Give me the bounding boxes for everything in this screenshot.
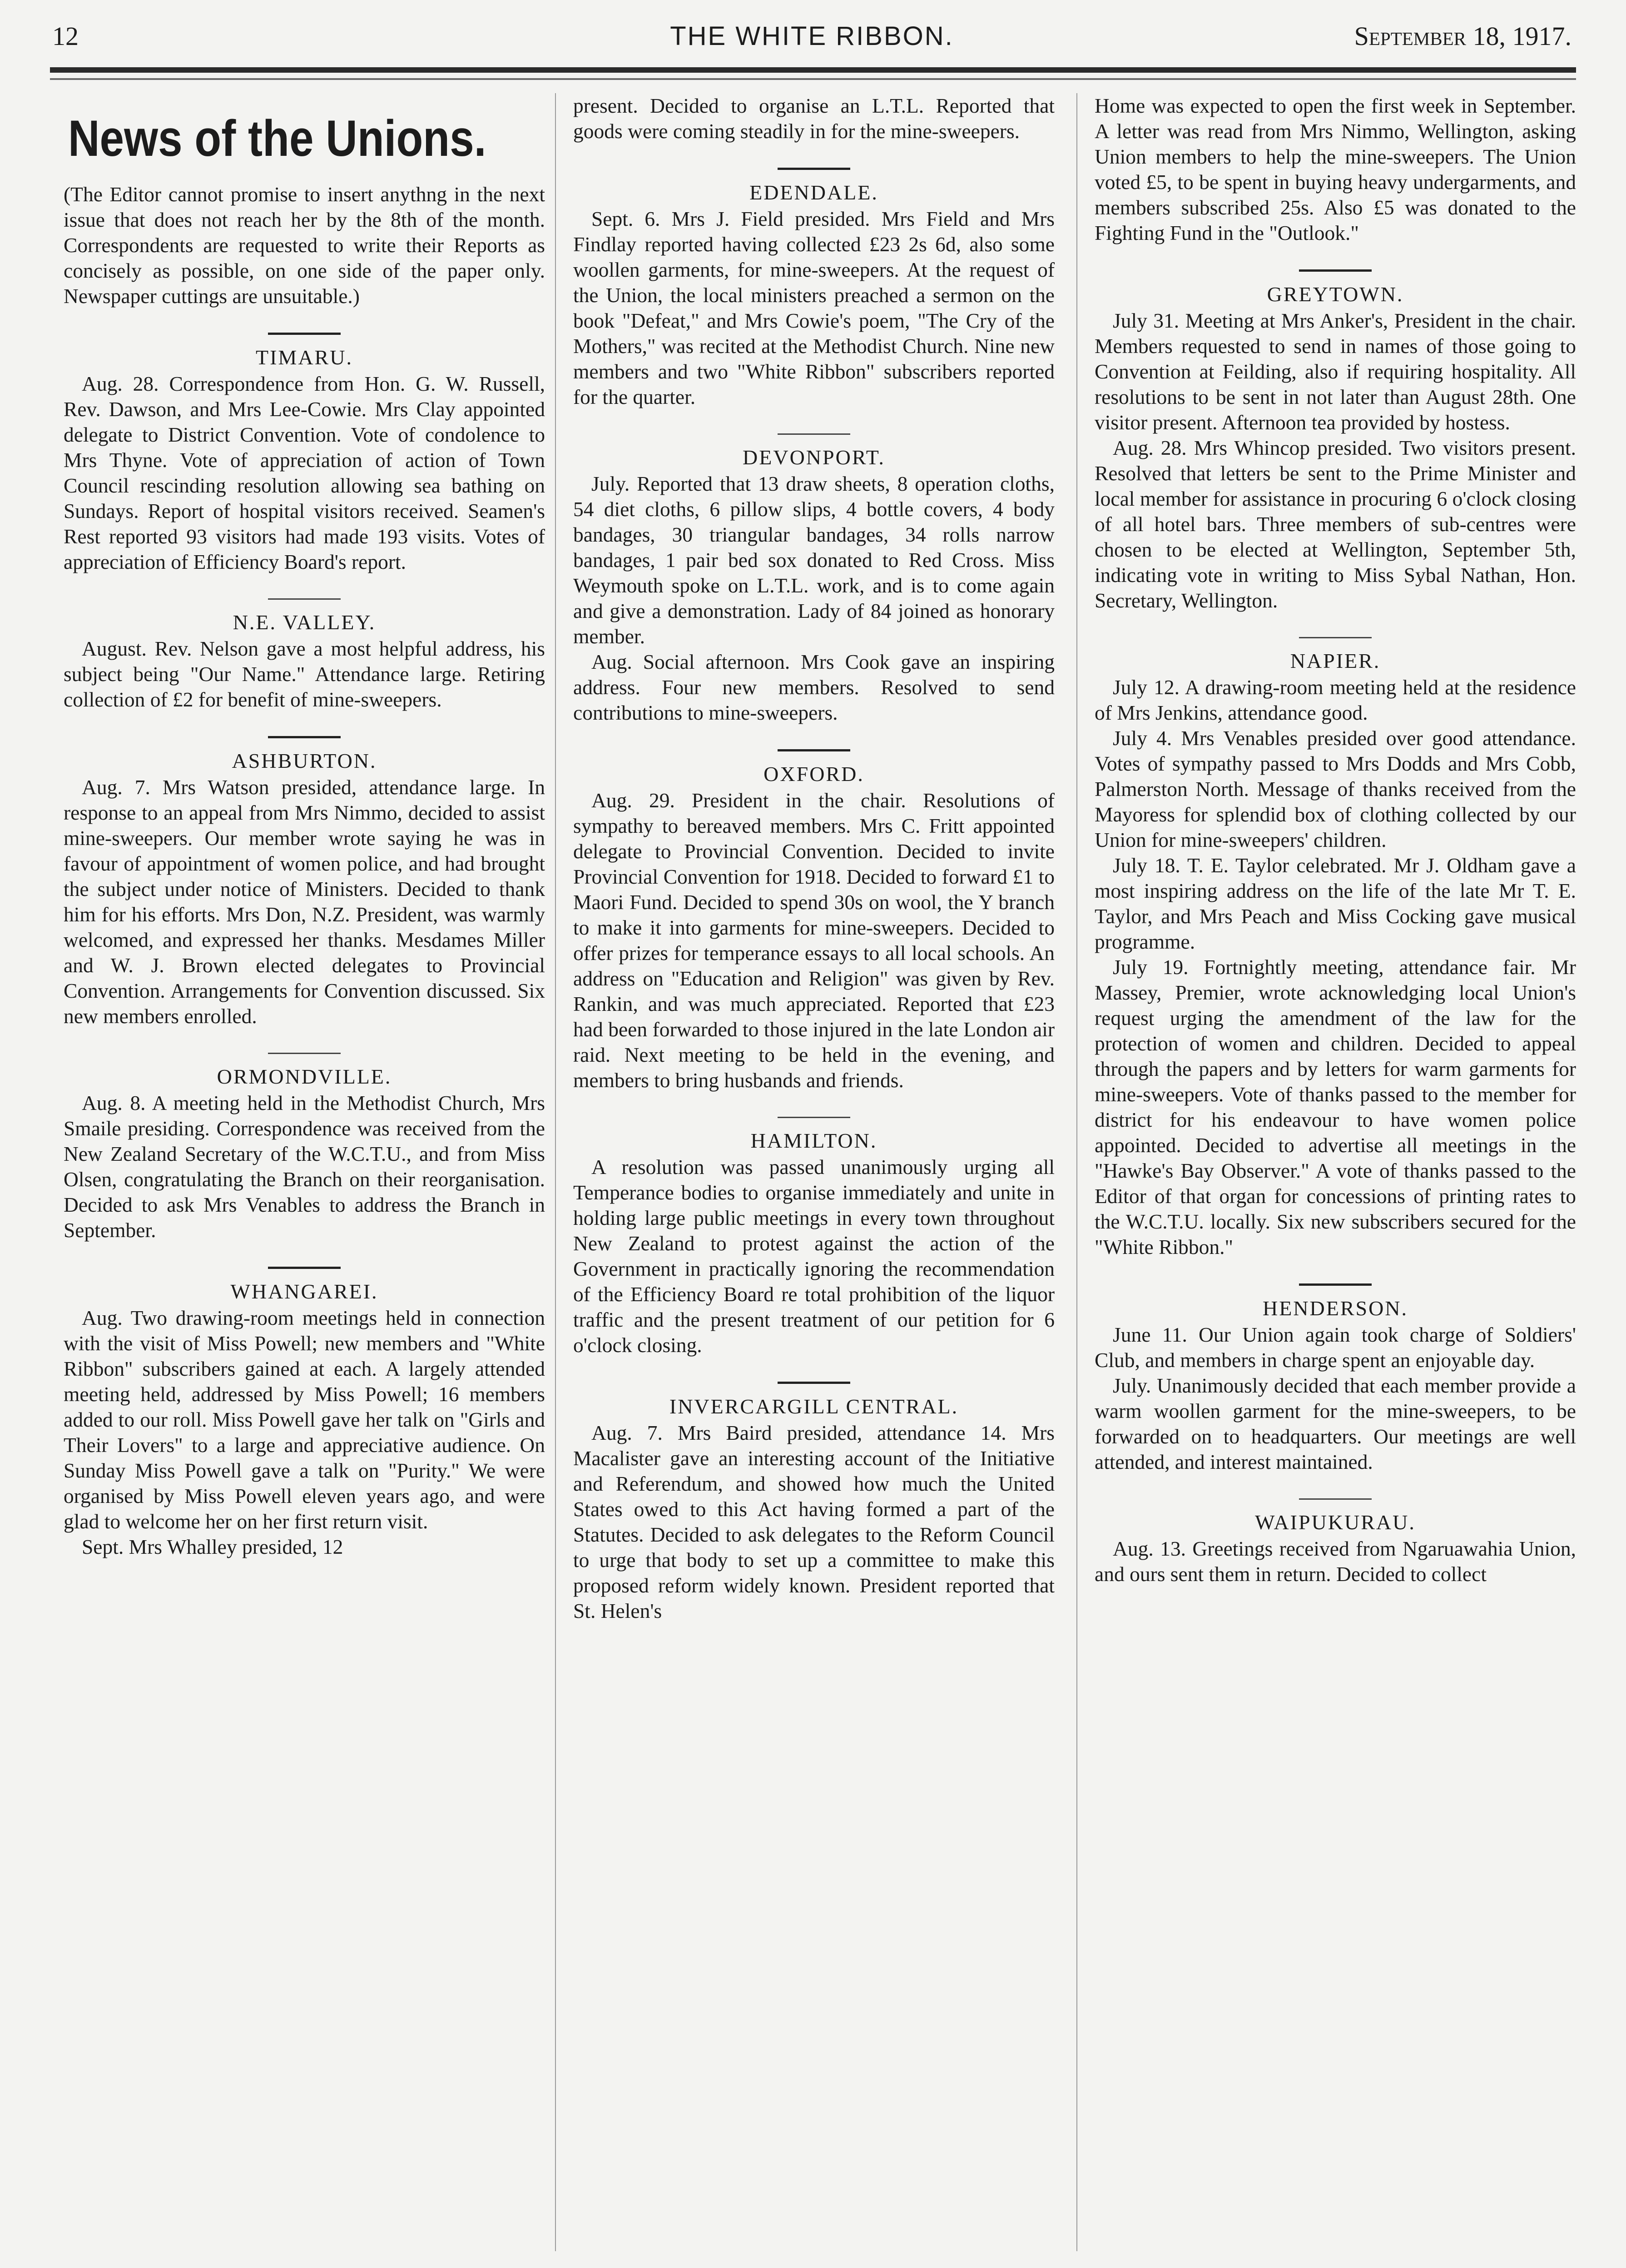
union-heading: GREYTOWN.	[1267, 283, 1404, 306]
section-divider	[1299, 1498, 1372, 1500]
report-paragraph: August. Rev. Nelson gave a most helpful address, his subject being "Our Name." Attendance large. Retiring collection of £2 for benefit of mine-sweepers.	[64, 637, 545, 711]
union-heading: N.E. VALLEY.	[233, 611, 376, 634]
union-heading: NAPIER.	[1290, 649, 1381, 672]
continuation-text: Home was expected to open the first week in September. A letter was read from Mrs Nimmo, Wellington, asking Union members to help the mine-sweepers. The Union voted £5, to be spent in buying heavy undergarments, and members subscribed 25s. Also £5 was donated to the Fighting Fund in the "Outlook."	[1095, 94, 1576, 244]
section-divider	[1299, 269, 1372, 272]
column-1	[64, 93, 545, 1560]
union-heading: ORMONDVILLE.	[217, 1065, 392, 1088]
report-paragraph: Aug. 7. Mrs Watson presided, attendance large. In response to an appeal from Mrs Nimmo, decided to assist mine-sweepers. Our member wrote saying he was in favour of appointment of women police, and had brought the subject under notice of Ministers. Decided to thank him for his efforts. Mrs Don, N.Z. President, was warmly welcomed, and expressed her thanks. Mesdames Miller and W. J. Brown elected delegates to Provincial Convention. Arrangements for Convention discussed. Six new members enrolled.	[64, 776, 545, 1028]
report-paragraph: Aug. 8. A meeting held in the Methodist Church, Mrs Smaile presiding. Correspondence was received from the New Zealand Secretary of the W.C.T.U., and from Miss Olsen, congratulating the Branch on their reorganisation. Decided to ask Mrs Venables to address the Branch in September.	[64, 1091, 545, 1242]
column-2	[573, 93, 1055, 1624]
section-divider	[268, 598, 341, 600]
union-heading: HAMILTON.	[750, 1129, 877, 1152]
union-heading: TIMARU.	[256, 346, 353, 369]
union-heading: HENDERSON.	[1262, 1297, 1408, 1320]
section-divider	[268, 1053, 341, 1054]
report-paragraph: June 11. Our Union again took charge of Soldiers' Club, and members in charge spent an enjoyable day.	[1095, 1323, 1576, 1372]
column-3	[1095, 93, 1576, 1587]
page-number: 12	[52, 21, 79, 51]
header-rule	[50, 67, 1576, 73]
union-heading: WAIPUKURAU.	[1255, 1511, 1416, 1534]
col1-sections	[64, 333, 545, 1560]
page-header	[52, 17, 1571, 54]
column-divider	[555, 93, 556, 2251]
section-divider	[778, 168, 850, 170]
union-heading: ASHBURTON.	[232, 749, 377, 772]
section-divider	[778, 1382, 850, 1384]
report-paragraph: July 4. Mrs Venables presided over good attendance. Votes of sympathy passed to Mrs Dodds and Mrs Cobb, Palmerston North. Message of thanks received from the Mayoress for splendid box of clothing collected by our Union for mine-sweepers' children.	[1095, 726, 1576, 851]
report-paragraph: Aug. 13. Greetings received from Ngaruawahia Union, and ours sent them in return. Decided to collect	[1095, 1537, 1576, 1586]
section-divider	[268, 1267, 341, 1269]
report-paragraph: Aug. 7. Mrs Baird presided, attendance 14. Mrs Macalister gave an interesting account of the Initiative and Referendum, and showed how much the United States owed to this Act having formed a part of the Statutes. Decided to ask delegates to the Reform Council to urge that body to set up a committee to make this proposed reform widely known. President reported that St. Helen's	[573, 1421, 1055, 1622]
report-paragraph: Aug. Two drawing-room meetings held in connection with the visit of Miss Powell; new members and "White Ribbon" subscribers gained at each. A largely attended meeting held, addressed by Miss Powell; 16 members added to our roll. Miss Powell gave her talk on "Girls and Their Lovers" to a large and appreciative audience. On Sunday Miss Powell gave a talk on "Purity." We were organised by Miss Powell eleven years ago, and were glad to welcome her on her first return visit.	[64, 1306, 545, 1533]
editor-note: (The Editor cannot promise to insert anythng in the next issue that does not reach her by the 8th of the month. Correspondents are requested to write their Reports as concisely as possible, on one side of the paper only. Newspaper cuttings are unsuitable.)	[64, 183, 545, 308]
section-divider	[268, 333, 341, 335]
masthead: News of the Unions.	[68, 110, 486, 167]
section-divider	[778, 749, 850, 751]
section-divider	[1299, 1283, 1372, 1286]
report-paragraph: A resolution was passed unanimously urging all Temperance bodies to organise immediately and unite in holding large public meetings in every town throughout New Zealand to protest against the action of the Government in practically ignoring the recommendation of the Efficiency Board re total prohibition of the liquor traffic and the present treatment of our petition for 6 o'clock closing.	[573, 1155, 1055, 1357]
union-heading: OXFORD.	[763, 762, 864, 786]
union-heading: WHANGAREI.	[230, 1280, 378, 1303]
section-divider	[1299, 637, 1372, 638]
section-divider	[778, 1117, 850, 1118]
report-paragraph: Aug. 28. Correspondence from Hon. G. W. Russell, Rev. Dawson, and Mrs Lee-Cowie. Mrs Clay appointed delegate to District Convention. Vote of condolence to Mrs Thyne. Vote of appreciation of action of Town Council rescinding resolution allowing sea bathing on Sundays. Report of hospital visitors received. Seamen's Rest reported 93 visitors had made 193 visits. Votes of appreciation of Efficiency Board's report.	[64, 372, 545, 573]
report-paragraph: July. Unanimously decided that each member provide a warm woollen garment for the mine-sweepers, to be forwarded on to headquarters. Our meetings are well attended, and interest maintained.	[1095, 1374, 1576, 1473]
union-heading: DEVONPORT.	[743, 446, 885, 469]
section-divider	[268, 736, 341, 738]
report-paragraph: Aug. Social afternoon. Mrs Cook gave an inspiring address. Four new members. Resolved to send contributions to mine-sweepers.	[573, 650, 1055, 724]
report-paragraph: July 19. Fortnightly meeting, attendance fair. Mr Massey, Premier, wrote acknowledging local Union's request urging the amendment of the law for the protection of women and children. Decided to appeal through the papers and by letters for warm garments for mine-sweepers. Vote of thanks passed to the member for district for his endeavour to have women police appointed. Decided to advertise all meetings in the "Hawke's Bay Observer." A vote of thanks passed to the Editor of that organ for concessions of printing rates to the W.C.T.U. locally. Six new subscribers secured for the "White Ribbon."	[1095, 955, 1576, 1258]
publication-title: THE WHITE RIBBON.	[670, 21, 954, 51]
union-heading: EDENDALE.	[749, 181, 878, 204]
col3-sections	[1095, 269, 1576, 1587]
column-divider	[1076, 93, 1077, 2251]
report-paragraph: July 31. Meeting at Mrs Anker's, President in the chair. Members requested to send in names of those going to Convention at Feilding, also if requiring hospitality. All resolutions to be sent in not later than August 28th. One visitor present. Afternoon tea provided by hostess.	[1095, 309, 1576, 434]
header-rule-thin	[50, 78, 1576, 80]
report-paragraph: Sept. 6. Mrs J. Field presided. Mrs Field and Mrs Findlay reported having collected £23 2s 6d, also some woollen garments, for mine-sweepers. At the request of the Union, the local ministers preached a sermon on the book "Defeat," and Mrs Cowie's poem, "The Cry of the Mothers," was recited at the Methodist Church. Nine new members and two "White Ribbon" subscribers reported for the quarter.	[573, 207, 1055, 408]
continuation-text: present. Decided to organise an L.T.L. Reported that goods were coming steadily in for the mine-sweepers.	[573, 94, 1055, 143]
report-paragraph: July. Reported that 13 draw sheets, 8 operation cloths, 54 diet cloths, 6 pillow slips, 4 bottle covers, 4 body bandages, 30 triangular bandages, 34 rolls narrow bandages, 1 pair bed sox donated to Red Cross. Miss Weymouth spoke on L.T.L. work, and is to come again and give a demonstration. Lady of 84 joined as honorary member.	[573, 472, 1055, 648]
section-divider	[778, 433, 850, 435]
issue-date: September 18, 1917.	[1354, 21, 1571, 51]
report-paragraph: July 18. T. E. Taylor celebrated. Mr J. Oldham gave a most inspiring address on the life of the late Mr T. E. Taylor, and Mrs Peach and Miss Cocking gave musical programme.	[1095, 854, 1576, 953]
report-paragraph: Aug. 28. Mrs Whincop presided. Two visitors present. Resolved that letters be sent to the Prime Minister and local member for assistance in procuring 6 o'clock closing of all hotel bars. Three members of sub-centres were chosen to be elected at Wellington, September 5th, indicating vote in writing to Miss Sybal Nathan, Hon. Secretary, Wellington.	[1095, 436, 1576, 612]
col2-sections	[573, 168, 1055, 1624]
union-heading: INVERCARGILL CENTRAL.	[669, 1395, 959, 1418]
report-paragraph: Aug. 29. President in the chair. Resolutions of sympathy to bereaved members. Mrs C. Fritt appointed delegate to Provincial Convention. Decided to invite Provincial Convention for 1918. Decided to forward £1 to Maori Fund. Decided to spend 30s on wool, the Y branch to make it into garments for mine-sweepers. Decided to offer prizes for temperance essays to all local schools. An address on "Education and Religion" was given by Rev. Rankin, and was much appreciated. Reported that £23 had been forwarded to those injured in the late London air raid. Next meeting to be held in the evening, and members to bring husbands and friends.	[573, 789, 1055, 1092]
report-paragraph: Sept. Mrs Whalley presided, 12	[82, 1535, 343, 1558]
report-paragraph: July 12. A drawing-room meeting held at the residence of Mrs Jenkins, attendance good.	[1095, 676, 1576, 724]
